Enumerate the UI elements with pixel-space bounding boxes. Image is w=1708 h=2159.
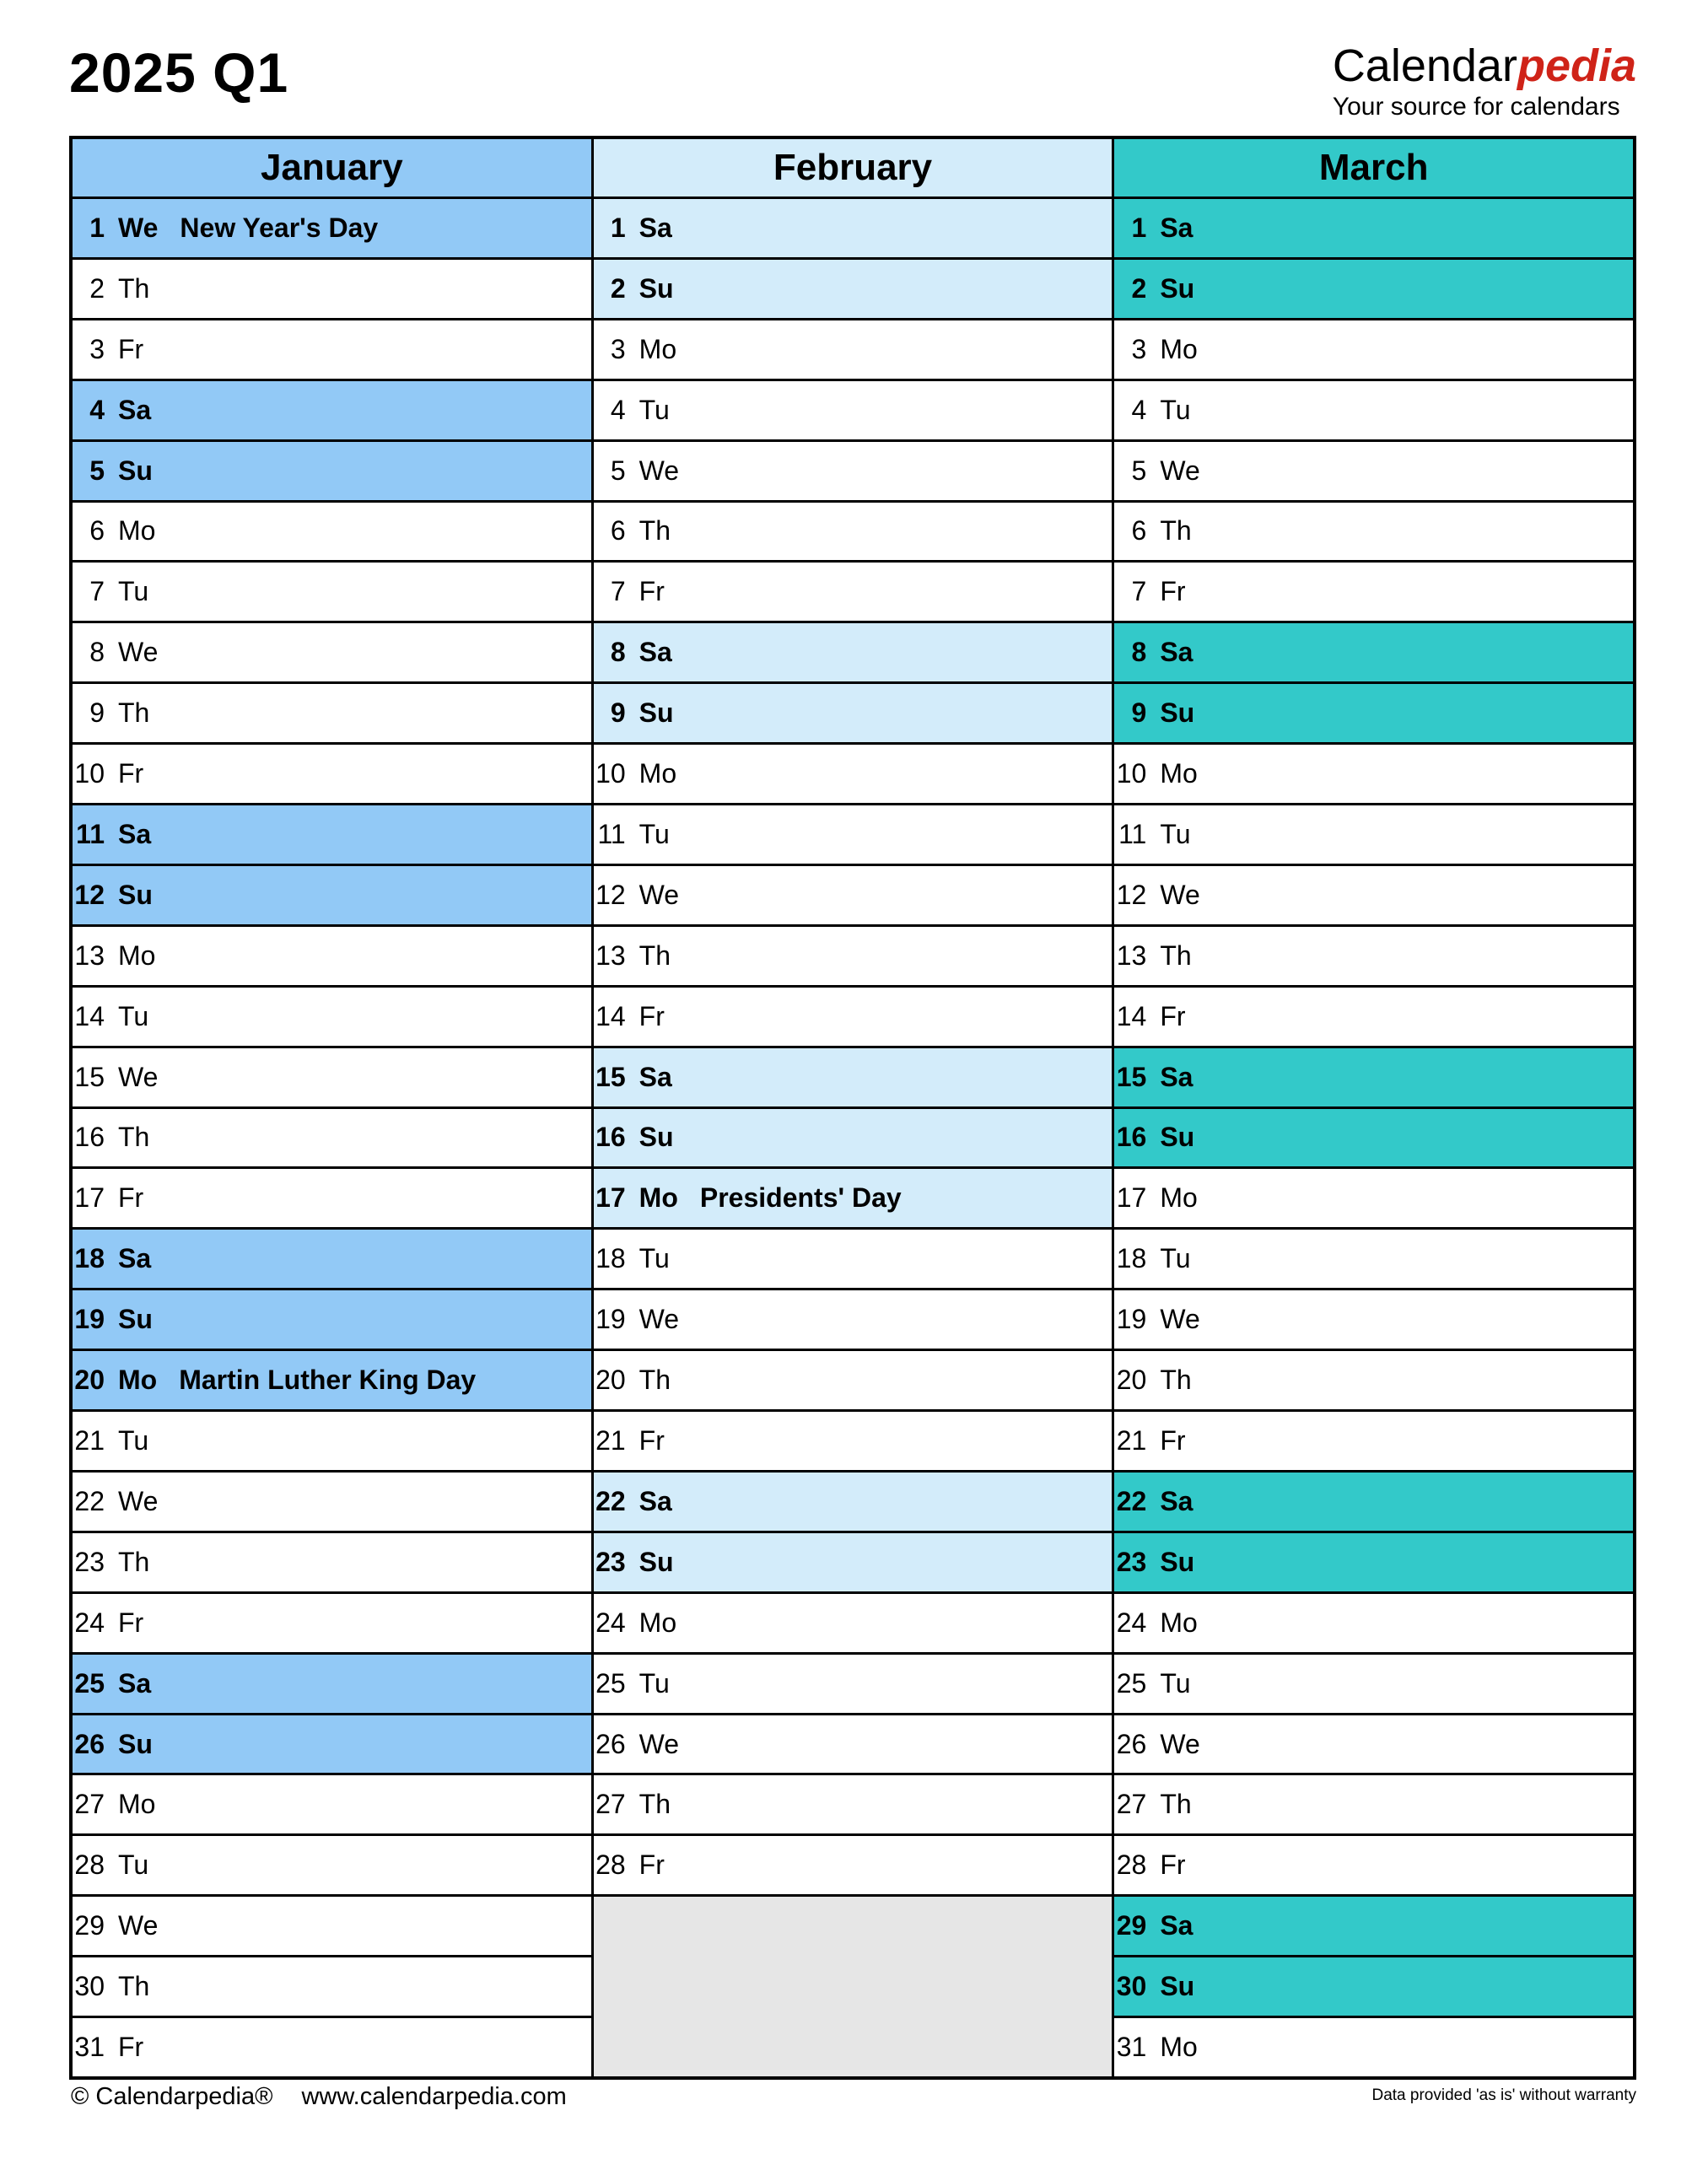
day-number: 25 [74,1667,105,1699]
day-weekday: We [638,879,680,910]
day-cell-january-15 [73,1048,591,1106]
day-cell-january-4 [73,381,591,439]
day-cell-february-6 [594,503,1113,561]
day-weekday: Fr [1160,1849,1186,1881]
day-weekday: We [118,1910,159,1941]
day-cell-january-8 [73,623,591,681]
day-number: 22 [1116,1485,1147,1516]
day-cell-january-5 [73,442,591,500]
day-cell-january-27 [73,1775,591,1833]
day-weekday: Mo [118,940,156,971]
day-weekday: Tu [638,1243,670,1274]
day-number: 31 [74,2032,105,2063]
day-number: 24 [74,1607,105,1638]
day-cell-february-8 [594,623,1113,681]
day-cell-march-3 [1114,320,1633,379]
day-cell-january-3 [73,320,591,379]
day-cell-march-26 [1114,1715,1633,1774]
day-weekday: Mo [118,1365,158,1396]
day-number: 16 [595,1122,626,1153]
day-weekday: We [118,1485,159,1516]
day-cell-february-18 [594,1230,1113,1288]
day-cell-february-26 [594,1715,1113,1774]
day-cell-february-11 [594,805,1113,864]
day-number: 2 [89,272,105,304]
day-number: 17 [595,1182,626,1214]
day-weekday: Sa [1160,637,1193,668]
day-weekday: Mo [638,333,677,364]
day-cell-january-9 [73,684,591,742]
day-number: 3 [89,333,105,364]
day-number: 4 [610,394,626,425]
day-number: 23 [74,1546,105,1577]
day-number: 21 [595,1425,626,1456]
day-cell-february-3 [594,320,1113,379]
day-weekday: Su [118,455,153,486]
footer-disclaimer: Data provided 'as is' without warranty [1371,2086,1636,2104]
day-number: 17 [74,1182,105,1214]
day-cell-january-24 [73,1594,591,1652]
day-cell-march-18 [1114,1230,1633,1288]
day-cell-january-31 [73,2018,591,2076]
day-number: 5 [89,455,105,486]
day-number: 1 [1131,212,1147,243]
day-cell-march-8 [1114,623,1633,681]
day-cell-january-1 [73,199,591,257]
day-weekday: Th [638,515,671,546]
day-weekday: Su [1160,272,1195,304]
day-cell-january-22 [73,1473,591,1531]
day-cell-february-17 [594,1169,1113,1227]
day-weekday: Th [638,1789,671,1820]
day-weekday: Th [1160,940,1192,971]
empty-cell-february [594,1897,1113,2076]
day-cell-february-14 [594,988,1113,1046]
day-holiday: New Year's Day [180,212,379,243]
day-number: 28 [1116,1849,1147,1881]
day-number: 20 [1116,1365,1147,1396]
day-weekday: Su [638,1122,674,1153]
day-weekday: Mo [1160,1182,1198,1214]
day-weekday: Th [118,1546,150,1577]
footer-copyright [71,2083,567,2111]
day-cell-march-1 [1114,199,1633,257]
day-cell-january-7 [73,563,591,621]
day-cell-january-12 [73,866,591,924]
day-number: 19 [74,1304,105,1335]
day-weekday: Su [118,1304,153,1335]
day-number: 12 [1116,879,1147,910]
footer-copyright-text: © Calendarpedia® [71,2083,273,2110]
day-number: 26 [1116,1728,1147,1759]
day-weekday: Sa [1160,1061,1193,1092]
day-number: 30 [1116,1971,1147,2002]
day-weekday: Su [638,697,674,729]
day-number: 25 [1116,1667,1147,1699]
day-weekday: Th [638,1365,671,1396]
day-weekday: Th [118,1971,150,2002]
logo-tagline: Your source for calendars [1332,92,1620,121]
day-number: 29 [74,1910,105,1941]
day-number: 23 [595,1546,626,1577]
day-number: 18 [74,1243,105,1274]
day-number: 14 [74,1000,105,1031]
day-weekday: Sa [118,818,152,849]
day-weekday: We [1160,1728,1200,1759]
day-weekday: We [1160,455,1200,486]
day-cell-february-2 [594,260,1113,318]
day-weekday: Mo [118,1789,156,1820]
day-weekday: Sa [118,1667,152,1699]
day-weekday: We [118,212,159,243]
day-weekday: Tu [1160,818,1191,849]
month-header-february: February [594,139,1113,197]
day-cell-march-14 [1114,988,1633,1046]
day-cell-january-20 [73,1351,591,1409]
day-weekday: Fr [118,758,144,789]
day-number: 15 [74,1061,105,1092]
day-number: 11 [597,818,626,849]
day-weekday: Th [118,1122,150,1153]
day-number: 18 [1116,1243,1147,1274]
day-number: 28 [74,1849,105,1881]
day-number: 22 [595,1485,626,1516]
day-cell-march-12 [1114,866,1633,924]
day-weekday: Sa [118,394,152,425]
day-cell-january-28 [73,1836,591,1894]
day-number: 12 [74,879,105,910]
day-weekday: Mo [1160,333,1198,364]
day-cell-february-7 [594,563,1113,621]
day-cell-january-10 [73,745,591,803]
day-cell-march-9 [1114,684,1633,742]
day-number: 20 [595,1365,626,1396]
day-weekday: Tu [638,1667,670,1699]
day-cell-february-19 [594,1290,1113,1349]
day-number: 10 [595,758,626,789]
day-weekday: Su [1160,697,1195,729]
day-cell-march-17 [1114,1169,1633,1227]
day-number: 24 [595,1607,626,1638]
day-cell-february-13 [594,927,1113,985]
day-number: 15 [595,1061,626,1092]
day-weekday: Th [1160,1365,1192,1396]
day-cell-february-24 [594,1594,1113,1652]
day-cell-february-22 [594,1473,1113,1531]
day-number: 8 [1131,637,1147,668]
day-cell-march-27 [1114,1775,1633,1833]
day-number: 13 [595,940,626,971]
day-holiday: Martin Luther King Day [179,1365,477,1396]
day-number: 30 [74,1971,105,2002]
day-cell-march-6 [1114,503,1633,561]
day-number: 12 [595,879,626,910]
day-cell-january-21 [73,1412,591,1470]
day-cell-march-31 [1114,2018,1633,2076]
day-cell-march-22 [1114,1473,1633,1531]
day-cell-january-17 [73,1169,591,1227]
day-weekday: We [638,1304,680,1335]
day-weekday: We [638,1728,680,1759]
day-cell-february-25 [594,1655,1113,1713]
day-number: 4 [1131,394,1147,425]
day-cell-february-5 [594,442,1113,500]
day-number: 6 [1131,515,1147,546]
day-number: 3 [610,333,626,364]
day-weekday: Fr [118,1182,144,1214]
day-weekday: Su [638,1546,674,1577]
day-cell-february-16 [594,1109,1113,1167]
month-header-march: March [1114,139,1633,197]
day-weekday: Sa [118,1243,152,1274]
day-cell-march-4 [1114,381,1633,439]
day-cell-january-25 [73,1655,591,1713]
day-weekday: Mo [638,1607,677,1638]
calendar-table [69,136,1636,2080]
day-weekday: Tu [118,1000,149,1031]
logo-wordmark [1333,42,1636,90]
day-number: 14 [595,1000,626,1031]
day-weekday: Tu [1160,1243,1191,1274]
day-cell-february-4 [594,381,1113,439]
day-number: 16 [1116,1122,1147,1153]
day-number: 25 [595,1667,626,1699]
day-cell-january-16 [73,1109,591,1167]
day-weekday: Tu [118,576,149,607]
day-cell-march-11 [1114,805,1633,864]
day-number: 11 [76,818,105,849]
day-weekday: Fr [638,1000,665,1031]
day-cell-march-21 [1114,1412,1633,1470]
day-cell-february-21 [594,1412,1113,1470]
day-weekday: We [118,1061,159,1092]
day-number: 8 [610,637,626,668]
day-weekday: Mo [638,1182,678,1214]
day-cell-january-13 [73,927,591,985]
day-number: 21 [1116,1425,1147,1456]
day-cell-january-19 [73,1290,591,1349]
day-weekday: Tu [638,818,670,849]
day-number: 15 [1116,1061,1147,1092]
day-number: 8 [89,637,105,668]
day-cell-march-23 [1114,1533,1633,1591]
day-cell-february-10 [594,745,1113,803]
day-weekday: Fr [118,333,144,364]
day-weekday: Fr [118,2032,144,2063]
day-number: 11 [1118,818,1147,849]
day-number: 6 [610,515,626,546]
day-number: 9 [610,697,626,729]
day-number: 27 [1116,1789,1147,1820]
day-weekday: Th [118,272,150,304]
day-cell-january-14 [73,988,591,1046]
day-weekday: Mo [1160,1607,1198,1638]
day-number: 7 [1131,576,1147,607]
day-cell-january-29 [73,1897,591,1955]
day-cell-january-2 [73,260,591,318]
day-number: 2 [610,272,626,304]
day-cell-january-18 [73,1230,591,1288]
day-cell-january-6 [73,503,591,561]
day-weekday: Su [118,1728,153,1759]
day-weekday: We [1160,879,1200,910]
day-number: 18 [595,1243,626,1274]
day-cell-february-27 [594,1775,1113,1833]
day-cell-march-24 [1114,1594,1633,1652]
day-number: 23 [1116,1546,1147,1577]
day-number: 13 [1116,940,1147,971]
day-number: 31 [1116,2032,1147,2063]
day-holiday: Presidents' Day [699,1182,902,1214]
day-cell-march-20 [1114,1351,1633,1409]
day-weekday: Fr [638,576,665,607]
footer-website: www.calendarpedia.com [301,2083,567,2110]
logo-text-black: Calendar [1332,40,1517,91]
day-number: 26 [595,1728,626,1759]
day-weekday: We [638,455,680,486]
day-weekday: Sa [1160,1485,1193,1516]
day-cell-january-11 [73,805,591,864]
day-number: 28 [595,1849,626,1881]
day-cell-march-30 [1114,1957,1633,2016]
day-cell-march-16 [1114,1109,1633,1167]
day-weekday: Fr [1160,576,1186,607]
day-cell-january-30 [73,1957,591,2016]
day-number: 7 [89,576,105,607]
day-number: 9 [1131,697,1147,729]
day-number: 19 [1116,1304,1147,1335]
day-weekday: Sa [1160,212,1193,243]
day-weekday: Sa [638,212,672,243]
day-cell-march-28 [1114,1836,1633,1894]
day-weekday: Th [1160,515,1192,546]
day-weekday: Su [1160,1971,1195,2002]
day-cell-march-29 [1114,1897,1633,1955]
page-title: 2025 Q1 [69,41,289,104]
day-number: 6 [89,515,105,546]
day-cell-february-28 [594,1836,1113,1894]
day-weekday: Fr [1160,1425,1186,1456]
month-header-january: January [73,139,591,197]
day-cell-february-15 [594,1048,1113,1106]
day-weekday: Fr [118,1607,144,1638]
day-number: 16 [74,1122,105,1153]
day-cell-march-25 [1114,1655,1633,1713]
day-weekday: Mo [118,515,156,546]
day-number: 27 [74,1789,105,1820]
day-number: 29 [1116,1910,1147,1941]
day-number: 5 [1131,455,1147,486]
day-weekday: Sa [638,1485,672,1516]
day-weekday: Tu [118,1849,149,1881]
day-cell-march-19 [1114,1290,1633,1349]
logo-text-red: pedia [1517,40,1636,91]
day-weekday: Su [1160,1122,1195,1153]
day-number: 14 [1116,1000,1147,1031]
day-number: 10 [74,758,105,789]
day-cell-february-9 [594,684,1113,742]
day-weekday: Fr [638,1849,665,1881]
day-number: 20 [74,1365,105,1396]
day-weekday: We [118,637,159,668]
day-weekday: Mo [1160,2032,1198,2063]
day-weekday: Th [118,697,150,729]
day-number: 10 [1116,758,1147,789]
day-number: 2 [1131,272,1147,304]
day-weekday: Su [1160,1546,1195,1577]
day-weekday: Tu [118,1425,149,1456]
day-weekday: Fr [1160,1000,1186,1031]
day-number: 4 [89,394,105,425]
day-cell-march-7 [1114,563,1633,621]
day-weekday: Su [638,272,674,304]
day-number: 9 [89,697,105,729]
day-cell-january-26 [73,1715,591,1774]
day-weekday: Th [638,940,671,971]
day-cell-march-10 [1114,745,1633,803]
day-number: 26 [74,1728,105,1759]
day-number: 19 [595,1304,626,1335]
day-cell-february-1 [594,199,1113,257]
day-number: 3 [1131,333,1147,364]
day-weekday: Mo [638,758,677,789]
day-weekday: Th [1160,1789,1192,1820]
day-number: 17 [1116,1182,1147,1214]
day-number: 1 [610,212,626,243]
day-number: 5 [610,455,626,486]
day-cell-march-15 [1114,1048,1633,1106]
day-weekday: Tu [1160,394,1191,425]
day-number: 7 [610,576,626,607]
day-weekday: Tu [638,394,670,425]
day-weekday: Fr [638,1425,665,1456]
day-weekday: Sa [1160,1910,1193,1941]
day-number: 1 [89,212,105,243]
day-number: 27 [595,1789,626,1820]
day-cell-january-23 [73,1533,591,1591]
day-number: 13 [74,940,105,971]
day-number: 21 [74,1425,105,1456]
day-cell-february-12 [594,866,1113,924]
logo [1333,42,1636,121]
day-weekday: We [1160,1304,1200,1335]
day-cell-february-23 [594,1533,1113,1591]
day-weekday: Mo [1160,758,1198,789]
day-number: 22 [74,1485,105,1516]
day-cell-march-2 [1114,260,1633,318]
day-cell-february-20 [594,1351,1113,1409]
day-weekday: Su [118,879,153,910]
day-weekday: Sa [638,1061,672,1092]
day-weekday: Tu [1160,1667,1191,1699]
day-number: 24 [1116,1607,1147,1638]
day-weekday: Sa [638,637,672,668]
day-cell-march-13 [1114,927,1633,985]
day-cell-march-5 [1114,442,1633,500]
